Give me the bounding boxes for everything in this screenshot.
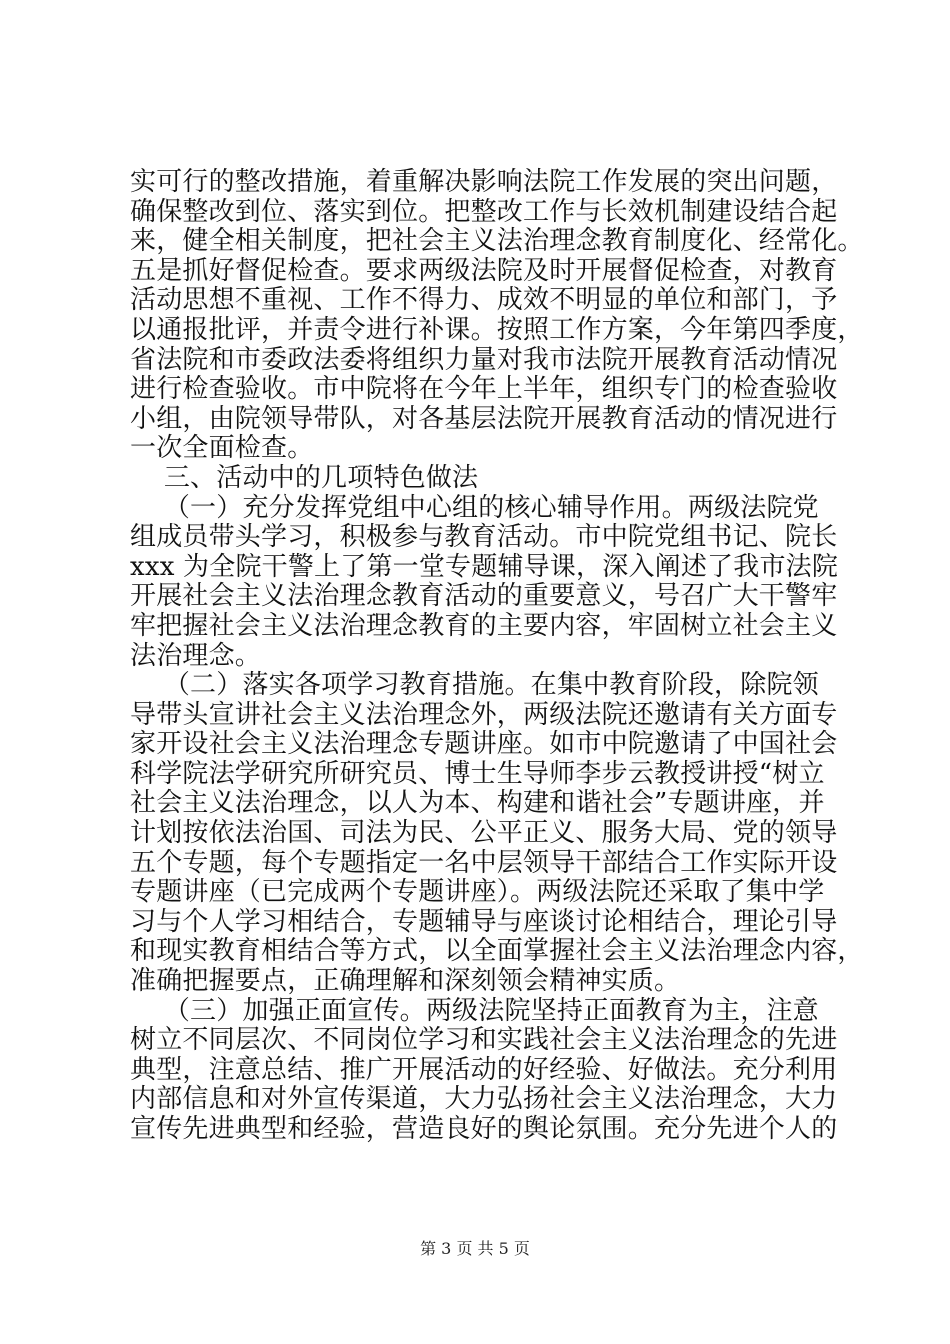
text-line: 专题讲座（已完成两个专题讲座）。两级法院还采取了集中学 [130,877,825,908]
text-line: 活动思想不重视、工作不得力、成效不明显的单位和部门，予 [130,285,838,316]
body-text [130,167,864,1145]
text-line: 组成员带头学习，积极参与教育活动。市中院党组书记、院长 [130,522,838,553]
text-line: 牢把握社会主义法治理念教育的主要内容，牢固树立社会主义 [130,610,838,641]
text-line: 社会主义法治理念，以人为本、构建和谐社会”专题讲座，并 [130,788,825,819]
text-line: 一次全面检查。 [130,433,314,464]
text-line: 五个专题，每个专题指定一名中层领导干部结合工作实际开设 [130,847,838,878]
text-line: 进行检查验收。市中院将在今年上半年，组织专门的检查验收 [130,374,838,405]
text-line: 导带头宣讲社会主义法治理念外，两级法院还邀请有关方面专 [130,699,838,730]
text-line: （三）加强正面宣传。两级法院坚持正面教育为主，注意 [130,995,819,1026]
text-line: 准确把握要点，正确理解和深刻领会精神实质。 [130,966,681,997]
text-line: 以通报批评，并责令进行补课。按照工作方案，今年第四季度， [130,314,864,345]
text-line: 确保整改到位、落实到位。把整改工作与长效机制建设结合起 [130,196,838,227]
text-line: 省法院和市委政法委将组织力量对我市法院开展教育活动情况 [130,344,838,375]
text-line: 五是抓好督促检查。要求两级法院及时开展督促检查，对教育 [130,255,838,286]
text-line: 习与个人学习相结合，专题辅导与座谈讨论相结合，理论引导 [130,906,838,937]
text-line: （二）落实各项学习教育措施。在集中教育阶段，除院领 [130,670,819,701]
text-line: 家开设社会主义法治理念专题讲座。如市中院邀请了中国社会 [130,729,838,760]
text-line: 实可行的整改措施，着重解决影响法院工作发展的突出问题， [130,167,838,197]
text-line: 三、活动中的几项特色做法 [130,462,479,493]
text-line: （一）充分发挥党组中心组的核心辅导作用。两级法院党 [130,492,819,523]
text-line: 内部信息和对外宣传渠道，大力弘扬社会主义法治理念，大力 [130,1084,838,1115]
text-line: 典型，注意总结、推广开展活动的好经验、好做法。充分利用 [130,1054,838,1085]
text-line: 小组，由院领导带队，对各基层法院开展教育活动的情况进行 [130,403,838,434]
text-line: 树立不同层次、不同岗位学习和实践社会主义法治理念的先进 [130,1025,838,1056]
text-line: xxx 为全院干警上了第一堂专题辅导课，深入阐述了我市法院 [130,551,839,582]
text-line: 科学院法学研究所研究员、博士生导师李步云教授讲授“树立 [130,758,825,789]
text-line: 宣传先进典型和经验，营造良好的舆论氛围。充分先进个人的 [130,1114,838,1144]
text-line: 来，健全相关制度，把社会主义法治理念教育制度化、经常化。 [130,226,864,257]
text-line: 计划按依法治国、司法为民、公平正义、服务大局、党的领导 [130,818,838,849]
text-line: 开展社会主义法治理念教育活动的重要意义，号召广大干警牢 [130,581,838,612]
page-footer: 第 3 页 共 5 页 [420,1239,530,1258]
text-line: 和现实教育相结合等方式，以全面掌握社会主义法治理念内容， [130,936,864,967]
text-line: 法治理念。 [130,640,262,671]
